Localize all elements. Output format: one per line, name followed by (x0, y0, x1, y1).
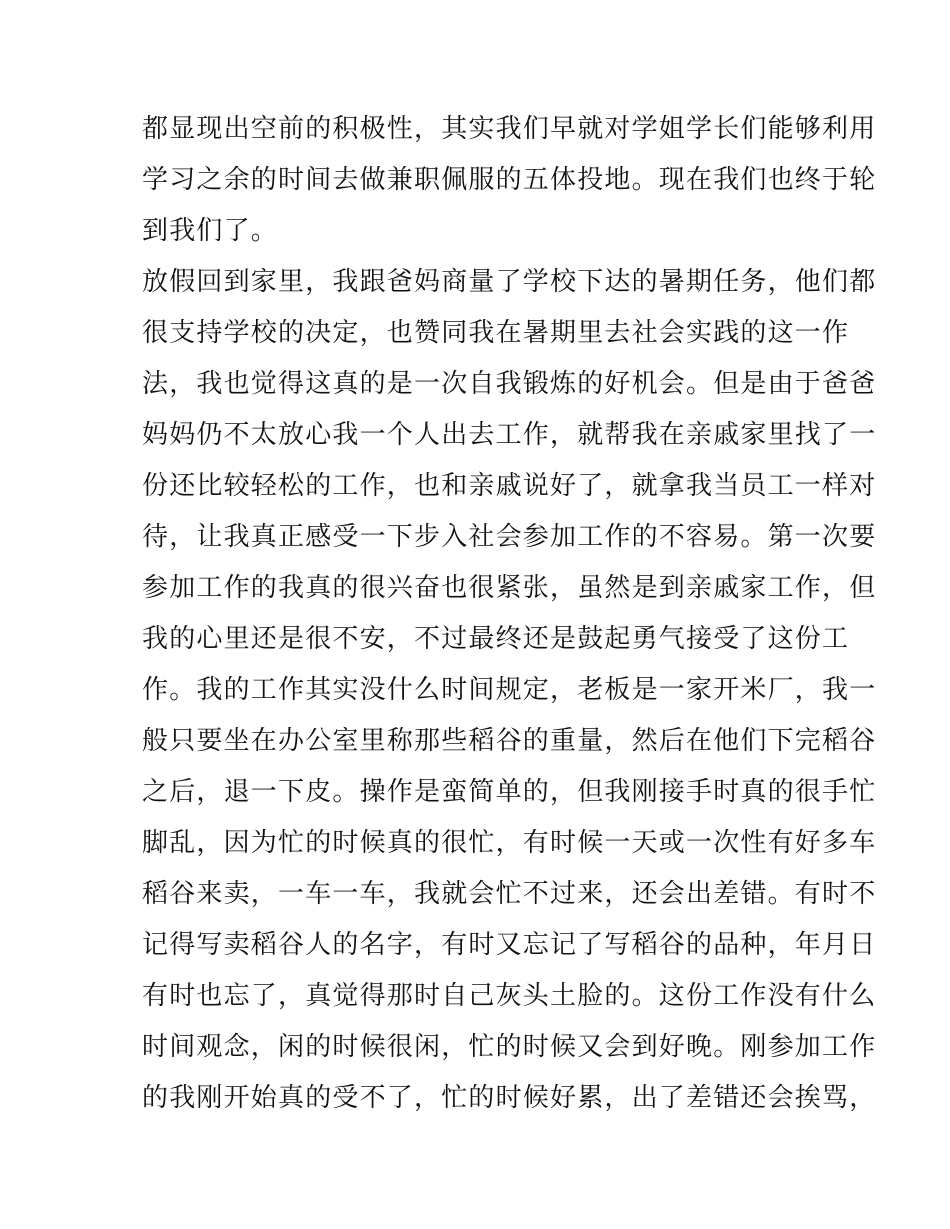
text-line: 般只要坐在办公室里称那些稻谷的重量，然后在他们下完稻谷 (142, 726, 877, 756)
text-line: 记得写卖稻谷人的名字，有时又忘记了写稻谷的品种，年月日 (142, 930, 877, 960)
text-line: 时间观念，闲的时候很闲，忙的时候又会到好晚。刚参加工作 (142, 1032, 877, 1062)
text-line: 法，我也觉得这真的是一次自我锻炼的好机会。但是由于爸爸 (142, 369, 877, 399)
text-line: 妈妈仍不太放心我一个人出去工作，就帮我在亲戚家里找了一 (142, 420, 877, 450)
text-line: 份还比较轻松的工作，也和亲戚说好了，就拿我当员工一样对 (142, 471, 877, 501)
text-line: 都显现出空前的积极性，其实我们早就对学姐学长们能够利用 (142, 114, 877, 144)
text-line: 的我刚开始真的受不了，忙的时候好累，出了差错还会挨骂， (142, 1083, 877, 1113)
text-line: 作。我的工作其实没什么时间规定，老板是一家开米厂，我一 (142, 675, 877, 705)
text-line: 学习之余的时间去做兼职佩服的五体投地。现在我们也终于轮 (142, 165, 877, 195)
text-line: 脚乱，因为忙的时候真的很忙，有时候一天或一次性有好多车 (142, 828, 877, 858)
text-line: 放假回到家里，我跟爸妈商量了学校下达的暑期任务，他们都 (142, 267, 877, 297)
text-line: 很支持学校的决定，也赞同我在暑期里去社会实践的这一作 (142, 318, 850, 348)
text-line: 我的心里还是很不安，不过最终还是鼓起勇气接受了这份工 (142, 624, 850, 654)
text-line: 到我们了。 (142, 216, 279, 246)
body-text (142, 104, 877, 1124)
text-line: 之后，退一下皮。操作是蛮简单的，但我刚接手时真的很手忙 (142, 777, 877, 807)
text-line: 有时也忘了，真觉得那时自己灰头土脸的。这份工作没有什么 (142, 981, 877, 1011)
text-line: 稻谷来卖，一车一车，我就会忙不过来，还会出差错。有时不 (142, 879, 877, 909)
text-line: 待，让我真正感受一下步入社会参加工作的不容易。第一次要 (142, 522, 877, 552)
text-line: 参加工作的我真的很兴奋也很紧张，虽然是到亲戚家工作，但 (142, 573, 877, 603)
